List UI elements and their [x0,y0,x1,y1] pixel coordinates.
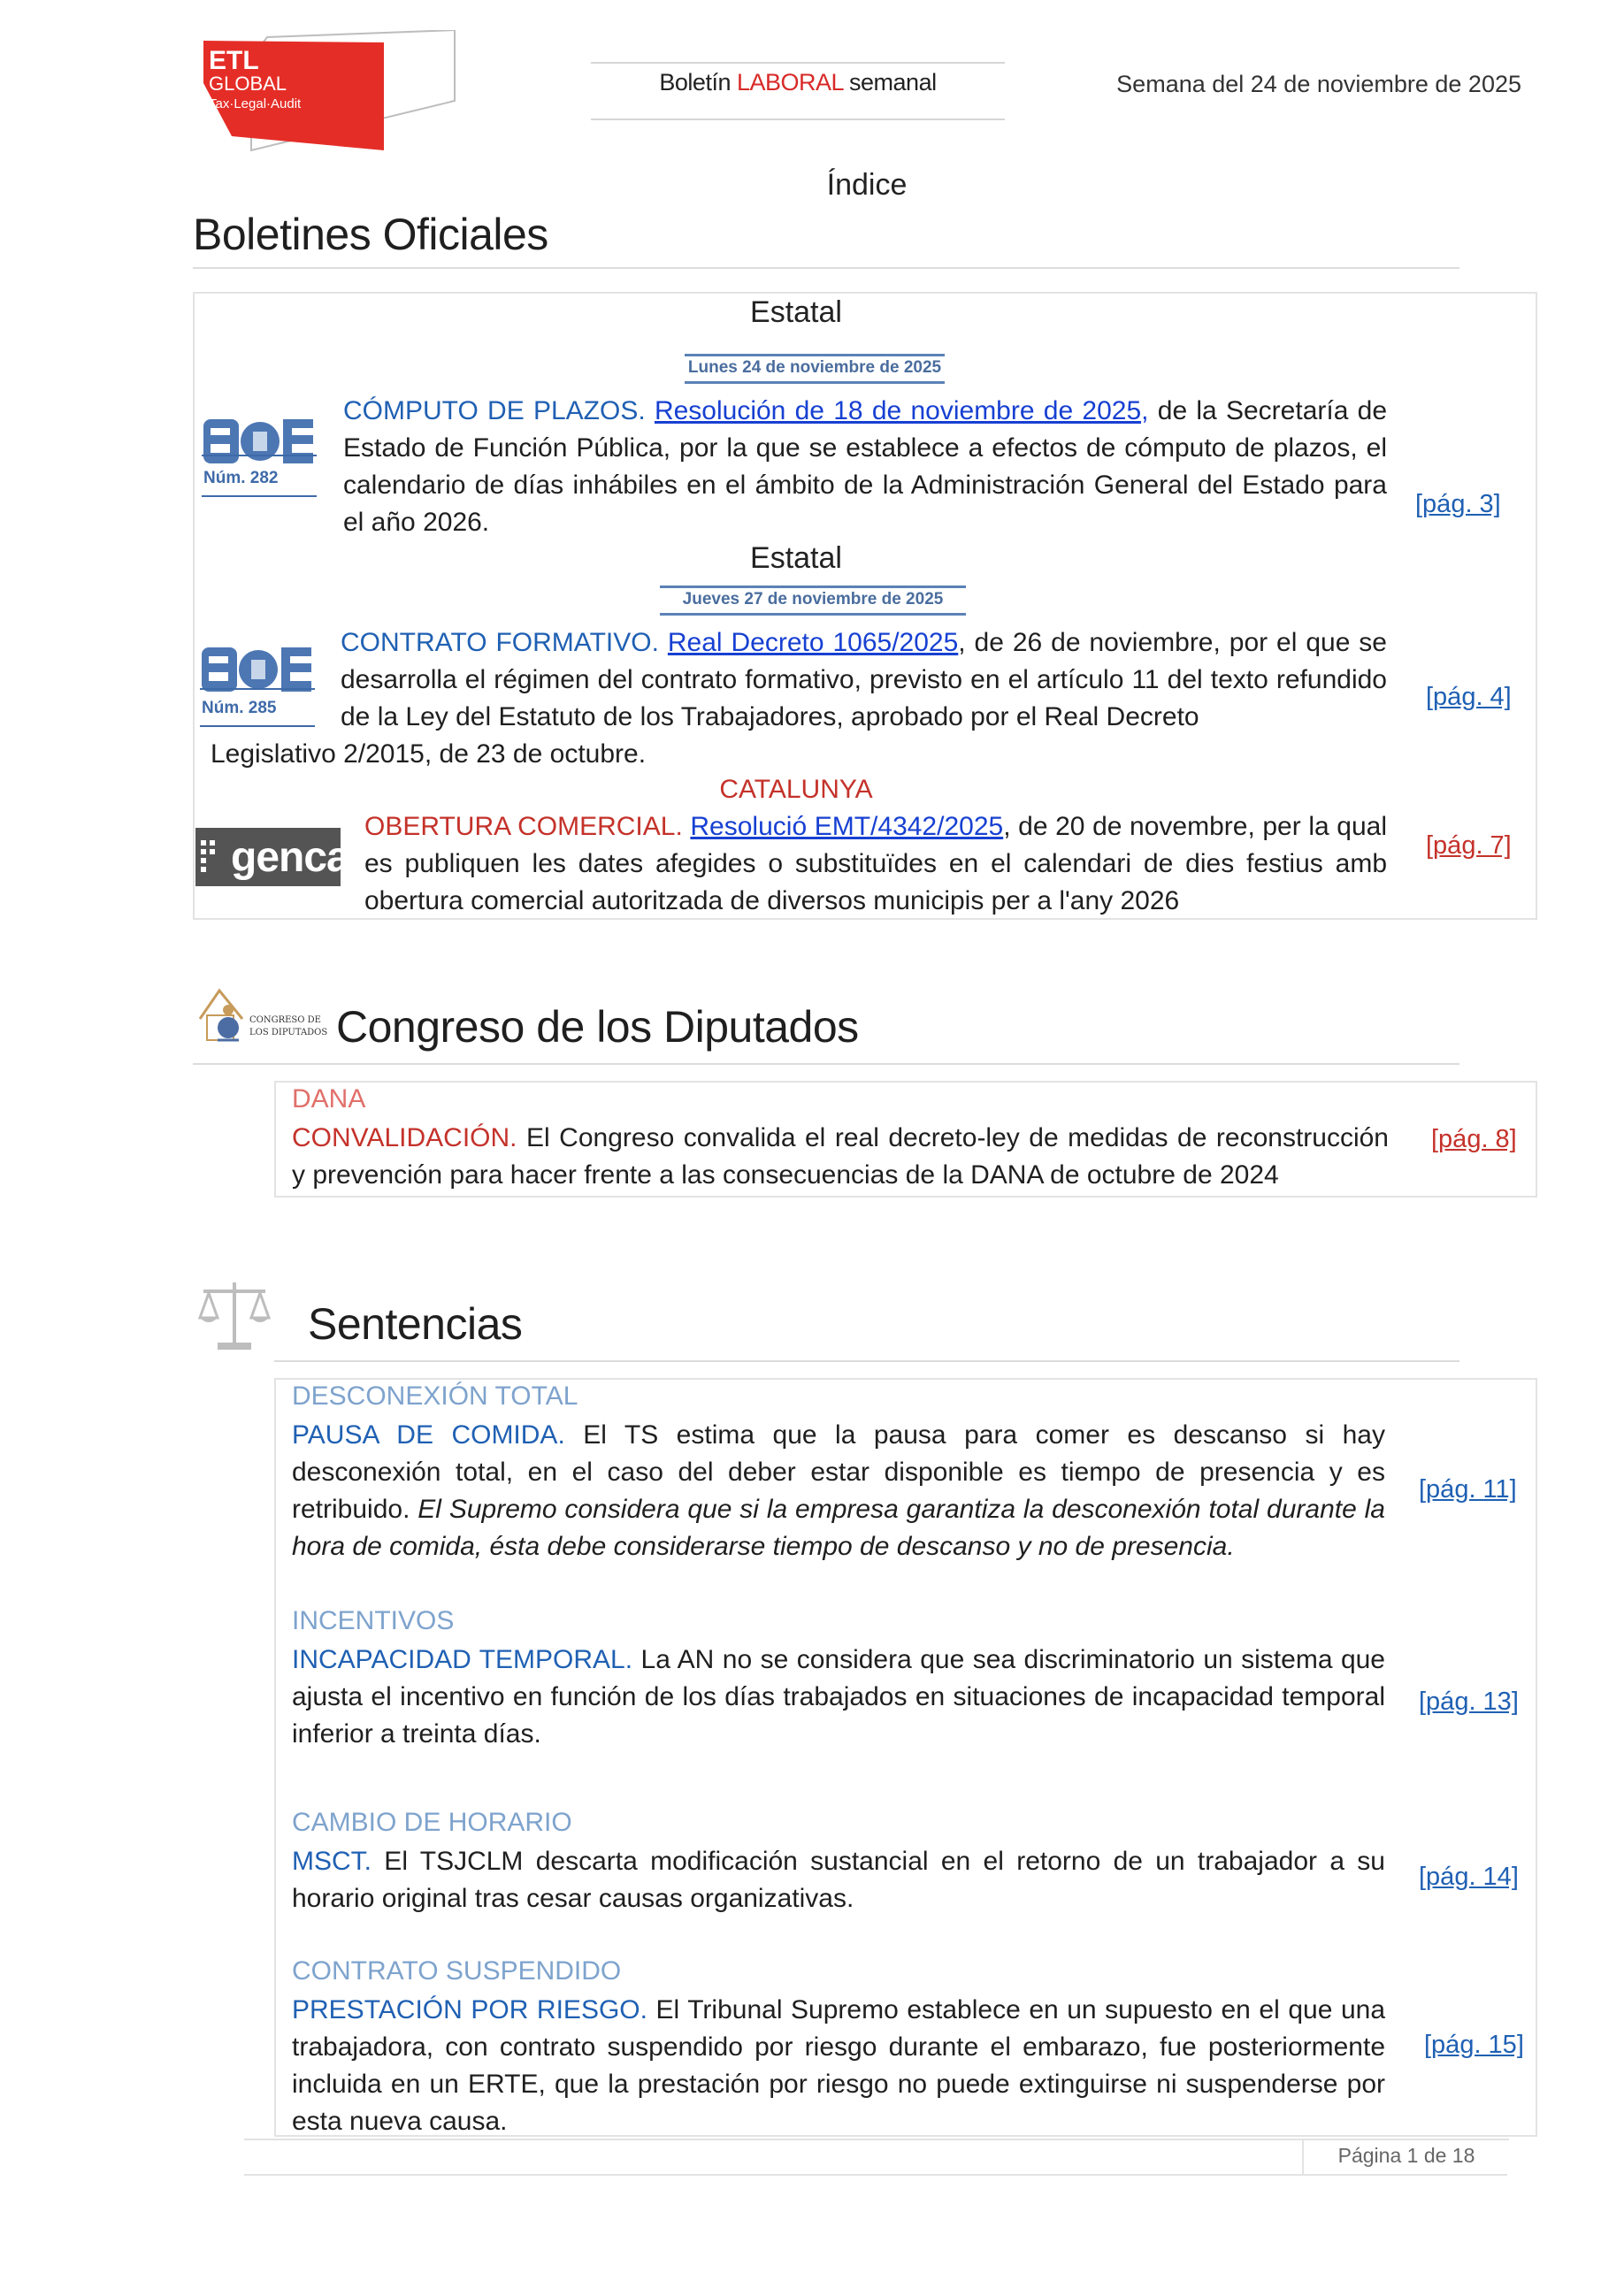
boletin-entry-text: OBERTURA COMERCIAL. Resolució EMT/4342/2025, de 20 de novembre, per la qual es publiquen les dates afegides o substituïdes en el calendari de dies festius amb obertura comercial autoritzada de diversos municipis per a l'any 2026 [364,812,1387,915]
index-title: Índice [826,168,908,202]
sentencia-text: INCAPACIDAD TEMPORAL. La AN no se considera que sea discriminatorio un sistema que ajusta el incentivo en función de los días trabajados en situaciones de incapacidad temporal inferior a treinta días. [292,1645,1385,1749]
date-bar: Lunes 24 de noviembre de 2025 [685,354,945,384]
svg-text:Tax·Legal·Audit: Tax·Legal·Audit [209,96,302,111]
resolution-link[interactable]: Resolució EMT/4342/2025 [690,812,1004,841]
header-rule-top [591,62,1005,64]
entry-topic: MSCT. [292,1847,372,1876]
congreso-logo [193,983,334,1053]
entry-topic: INCAPACIDAD TEMPORAL. [292,1645,633,1674]
boletin-entry-text: CÓMPUTO DE PLAZOS. Resolución de 18 de noviembre de 2025, de la Secretaría de Estado de Función Pública, por la que se establece a efectos de cómputo de plazos, el calendario de días inhábiles en el ámbito de la Administración General del Estado para el año 2026. [343,396,1388,537]
entry-topic: PRESTACIÓN POR RIESGO. [292,1995,647,2024]
region-label: Estatal [750,541,842,575]
sentencia-text: MSCT. El TSJCLM descarta modificación sustancial en el retorno de un trabajador a su horario original tras cesar causas organizativas. [292,1847,1385,1913]
section-rule-congreso [193,1063,1459,1065]
page-link[interactable]: [pág. 4] [1426,683,1512,711]
category-label: DESCONEXIÓN TOTAL [292,1381,578,1411]
boe-divider [200,688,315,690]
boe-number: Núm. 285 [202,699,277,717]
page-link[interactable]: [pág. 14] [1419,1863,1519,1891]
page-link[interactable]: [pág. 11] [1419,1475,1517,1504]
resolution-link[interactable]: Resolución de 18 de noviembre de 2025, [654,396,1149,425]
header-rule-bottom [591,119,1005,120]
gencat-logo: gencat [195,828,341,886]
page-link[interactable]: [pág. 15] [1424,2031,1524,2059]
sentencia-text: PAUSA DE COMIDA. El TS estima que la pausa para comer es descanso si hay desconexión total, en el caso del deber estar disponible es tiempo de presencia y es retribuido. El Supremo considera que si la empresa garantiza la desconexión total durante la hora de comida, ésta debe considerarse tiempo de descanso y no de presencia. [292,1420,1385,1561]
scales-icon [196,1277,272,1358]
congreso-entry-text: CONVALIDACIÓN. El Congreso convalida el real decreto-ley de medidas de reconstrucción y prevención para hacer frente a las consecuencias de la DANA de octubre de 2024 [292,1123,1389,1190]
entry-topic: CÓMPUTO DE PLAZOS. [343,396,646,425]
entry-topic: OBERTURA COMERCIAL. [364,812,683,841]
category-label: CAMBIO DE HORARIO [292,1808,572,1837]
category-label: CONTRATO SUSPENDIDO [292,1956,622,1986]
boletin-entry-text: CONTRATO FORMATIVO. Real Decreto 1065/2025, de 26 de noviembre, por el que se desarrolla el régimen del contrato formativo, previsto en el artículo 11 del texto refundido de la Ley del Estatuto de los Trabajadores, aprobado por el Real Decreto [341,628,1387,731]
page-link[interactable]: [pág. 7] [1426,831,1512,860]
region-label: Estatal [750,295,842,329]
page-number: Página 1 de 18 [1337,2144,1475,2167]
entry-topic: CONVALIDACIÓN. [292,1123,517,1152]
svg-text:GLOBAL: GLOBAL [209,73,287,95]
boe-divider [202,495,317,497]
decree-link[interactable]: Real Decreto 1065/2025 [667,628,959,657]
boe-divider [202,455,317,456]
entry-topic: PAUSA DE COMIDA. [292,1420,565,1450]
sentencia-text: PRESTACIÓN POR RIESGO. El Tribunal Supremo establece en un supuesto en el que una trabajadora, con contrato suspendido por riesgo durante el embarazo, fue posteriormente incluida en un ERTE, que la prestación por riesgo no puede extinguirse ni suspenderse por esta nueva causa. [292,1995,1386,2136]
category-label: INCENTIVOS [292,1606,455,1635]
bulletin-title: Boletín LABORAL semanal [659,69,937,96]
congreso-logo-text-2: LOS DIPUTADOS [249,1028,328,1037]
date-bar: Jueves 27 de noviembre de 2025 [660,585,966,616]
section-title-sentencias: Sentencias [308,1299,523,1349]
congreso-logo-text-1: CONGRESO DE [249,1015,321,1025]
region-label: CATALUNYA [719,775,873,804]
congreso-box-rule [274,1196,1390,1198]
week-label: Semana del 24 de noviembre de 2025 [1116,71,1521,97]
etl-global-logo [196,30,462,154]
page-link[interactable]: [pág. 8] [1431,1125,1517,1153]
page-link[interactable]: [pág. 3] [1415,490,1501,518]
svg-text:ETL: ETL [209,46,259,75]
section-rule-sentencias [274,1360,1459,1362]
section-title-congreso: Congreso de los Diputados [336,1002,859,1052]
boe-divider [200,725,315,727]
page-link[interactable]: [pág. 13] [1419,1688,1519,1716]
category-label: DANA [292,1084,366,1114]
boletin-entry-text-cont: Legislativo 2/2015, de 23 de octubre. [211,739,647,769]
entry-topic: CONTRATO FORMATIVO. [341,628,659,657]
boe-number: Núm. 282 [203,469,279,487]
section-title-boletines: Boletines Oficiales [193,210,548,259]
section-rule-boletines [193,267,1459,269]
